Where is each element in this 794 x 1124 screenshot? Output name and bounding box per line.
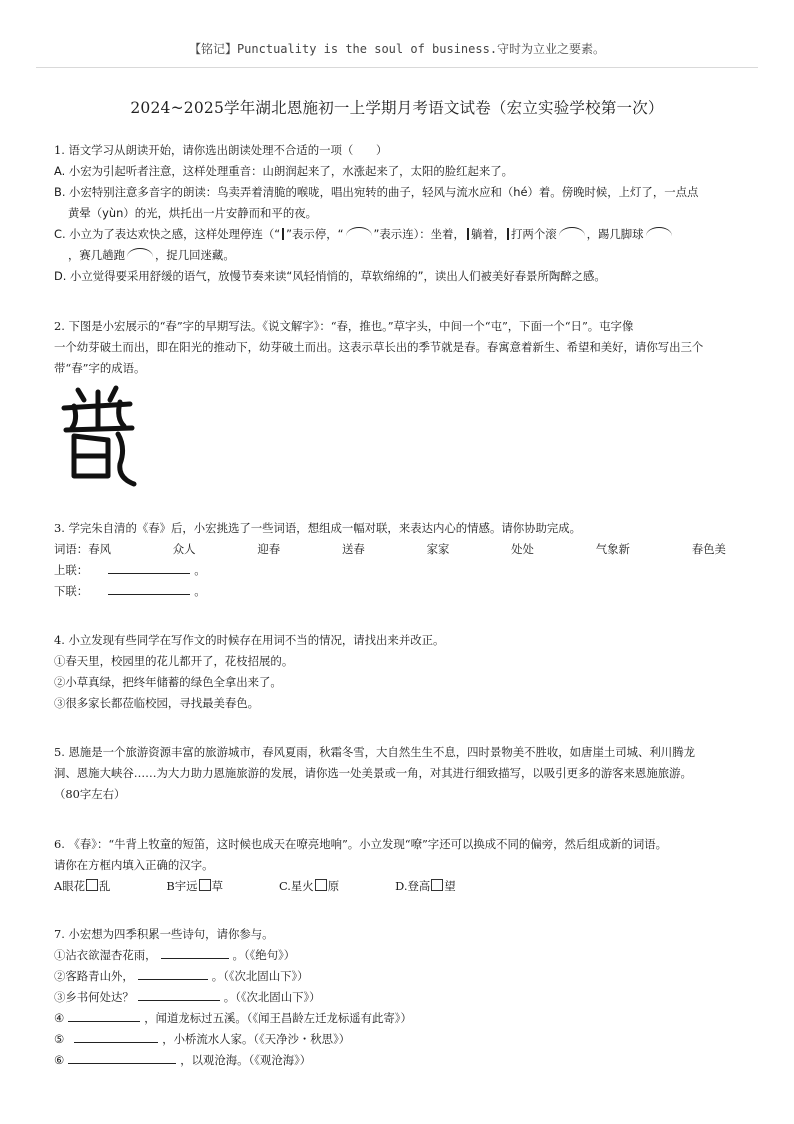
question-5 (54, 742, 744, 805)
answer-box[interactable] (431, 879, 443, 891)
question-4-stem: 4. 小立发现有些同学在写作文的时候存在用词不当的情况，请找出来并改正。 (54, 633, 445, 647)
question-3-word-bank (54, 539, 744, 560)
pause-mark-icon (282, 228, 284, 240)
question-5-line1: 5. 恩施是一个旅游资源丰富的旅游城市，春风夏雨，秋霜冬雪，大自然生生不息，四时景物美不胜收，如唐崖土司城、利川腾龙 (54, 745, 695, 759)
poem-blank-2[interactable] (138, 967, 208, 980)
question-1-option-a: A. 小宏为引起听者注意，这样处理重音：山朗润起来了，水涨起来了，太阳的脸红起来了。 (54, 164, 514, 178)
option-c-text-5: 打两个滚 (511, 227, 557, 241)
question-2-line1: 2. 下图是小宏展示的“春”字的早期写法。《说文解字》：“春，推也。”草字头，中间一个“屯”，下面一个“日”。屯字像 (54, 319, 634, 333)
answer-box[interactable] (199, 879, 211, 891)
question-6-option-a: A眼花 乱 (54, 879, 111, 893)
answer-box[interactable] (86, 879, 98, 891)
question-4-sentence-2: ②小草真绿，把终年储蓄的绿色全拿出来了。 (54, 675, 282, 689)
poem-blank-3[interactable] (138, 988, 220, 1001)
pause-mark-icon (467, 228, 469, 240)
question-6 (54, 834, 744, 897)
question-3-stem: 3. 学完朱自清的《春》后，小宏挑选了一些词语，想组成一幅对联，来表达内心的情感。请你协助完成。 (54, 521, 582, 535)
lower-couplet-label: 下联： (54, 584, 89, 598)
option-c-text-3: ”表示连）：坐着， (373, 227, 465, 241)
upper-couplet-label: 上联： (54, 563, 89, 577)
poem-line-6: ⑥ ，以观沧海。（《观沧海》） (54, 1053, 312, 1067)
upper-couplet-blank[interactable] (108, 561, 190, 574)
question-1 (54, 140, 744, 287)
lower-couplet-blank[interactable] (108, 582, 190, 595)
question-2-line2: 一个幼芽破土而出，即在阳光的推动下，幼芽破土而出。这表示草长出的季节就是春。春寓意着新生、希望和美好，请你写出三个 (54, 340, 704, 354)
question-6-line1: 6. 《春》：“牛背上牧童的短笛，这时候也成天在嘹亮地响”。小立发现“嘹”字还可以换成不同的偏旁，然后组成新的词语。 (54, 837, 668, 851)
question-6-option-c: C.星火 原 (278, 879, 340, 893)
poem-line-5: ⑤ ，小桥流水人家。（《天净沙・秋思》） (54, 1032, 351, 1046)
question-1-option-b-line2: 黄晕（yùn）的光，烘托出一片安静而和平的夜。 (68, 206, 317, 220)
exam-title: 2024~2025学年湖北恩施初一上学期月考语文试卷（宏立实验学校第一次） (130, 99, 664, 117)
lower-couplet-end: 。 (194, 584, 206, 598)
poem-line-3: ③乡书何处达？ 。（《次北固山下》） (54, 990, 321, 1004)
question-6-option-d: D.登高 望 (395, 879, 456, 893)
option-c-text-7: ，赛几趟跑 (68, 248, 125, 262)
question-7-stem: 7. 小宏想为四季积累一些诗句，请你参与。 (54, 927, 274, 941)
question-2 (54, 316, 744, 379)
header-divider (36, 67, 758, 68)
answer-box[interactable] (315, 879, 327, 891)
question-4 (54, 630, 744, 714)
word-item: 家家 (426, 542, 450, 556)
word-item: 迎春 (257, 542, 281, 556)
question-6-line2: 请你在方框内填入正确的汉字。 (54, 858, 214, 872)
question-1-option-c-line2 (54, 245, 744, 266)
question-1-option-d: D. 小立觉得要采用舒缓的语气，放慢节奏来读“风轻悄悄的，草软绵绵的”，读出人们被美好春景所陶醉之感。 (54, 269, 606, 283)
lower-couplet-row (54, 581, 744, 602)
word-item: 春色美 (691, 542, 726, 556)
option-c-text-4: 躺着， (470, 227, 506, 241)
poem-blank-6[interactable] (68, 1051, 176, 1064)
word-bank-label: 词语：春风 (54, 542, 111, 556)
poem-line-2: ②客路青山外， 。（《次北固山下》） (54, 969, 309, 983)
word-item: 送春 (341, 542, 365, 556)
question-1-option-c-line1 (54, 224, 744, 245)
liaison-arc-icon (646, 227, 672, 236)
question-5-line3: （80字左右） (54, 787, 126, 801)
question-1-option-b-line1: B. 小宏特别注意多音字的朗读：鸟卖弄着清脆的喉咙，唱出宛转的曲子，轻风与流水应和（hé）着。傍晚时候，上灯了，一点点 (54, 185, 699, 199)
page-header-motto: 【铭记】Punctuality is the soul of business.守时为立业之要素。 (188, 42, 606, 56)
poem-line-1: ①沾衣欲湿杏花雨， 。（《绝句》） (54, 948, 296, 962)
upper-couplet-end: 。 (194, 563, 206, 577)
poem-blank-1[interactable] (161, 946, 229, 959)
question-6-option-b: B宇远 草 (166, 879, 223, 893)
poem-blank-5[interactable] (74, 1030, 158, 1043)
liaison-arc-icon (346, 227, 372, 236)
liaison-arc-icon (559, 227, 585, 236)
seal-script-chun-image (60, 384, 140, 488)
word-bank-list (54, 539, 726, 560)
option-c-text-1: C. 小立为了表达欢快之感，这样处理停连（“ (54, 227, 281, 241)
question-7 (54, 924, 744, 1071)
word-item: 处处 (511, 542, 534, 556)
question-3 (54, 518, 744, 602)
word-item: 气象新 (595, 542, 630, 556)
question-4-sentence-3: ③很多家长都莅临校园，寻找最美春色。 (54, 696, 260, 710)
upper-couplet-row (54, 560, 744, 581)
liaison-arc-icon (127, 248, 153, 257)
question-5-line2: 洞、恩施大峡谷……为大力助力恩施旅游的发展，请你选一处美景或一角，对其进行细致描写，以吸引更多的游客来恩施旅游。 (54, 766, 692, 780)
option-c-text-8: ，捉几回迷藏。 (154, 248, 235, 262)
option-c-text-2: ”表示停，“ (286, 227, 344, 241)
word-item: 众人 (172, 542, 196, 556)
question-2-line3: 带“春”字的成语。 (54, 361, 146, 375)
question-4-sentence-1: ①春天里，校园里的花儿都开了，花枝招展的。 (54, 654, 294, 668)
option-c-text-6: ，踢几脚球 (586, 227, 644, 241)
question-6-options (54, 876, 744, 897)
question-1-stem: 1. 语文学习从朗读开始，请你选出朗读处理不合适的一项（ ） (54, 143, 388, 157)
pause-mark-icon (507, 228, 509, 240)
poem-line-4: ④ ，闻道龙标过五溪。（《闻王昌龄左迁龙标遥有此寄》） (54, 1011, 412, 1025)
poem-blank-4[interactable] (68, 1009, 140, 1022)
